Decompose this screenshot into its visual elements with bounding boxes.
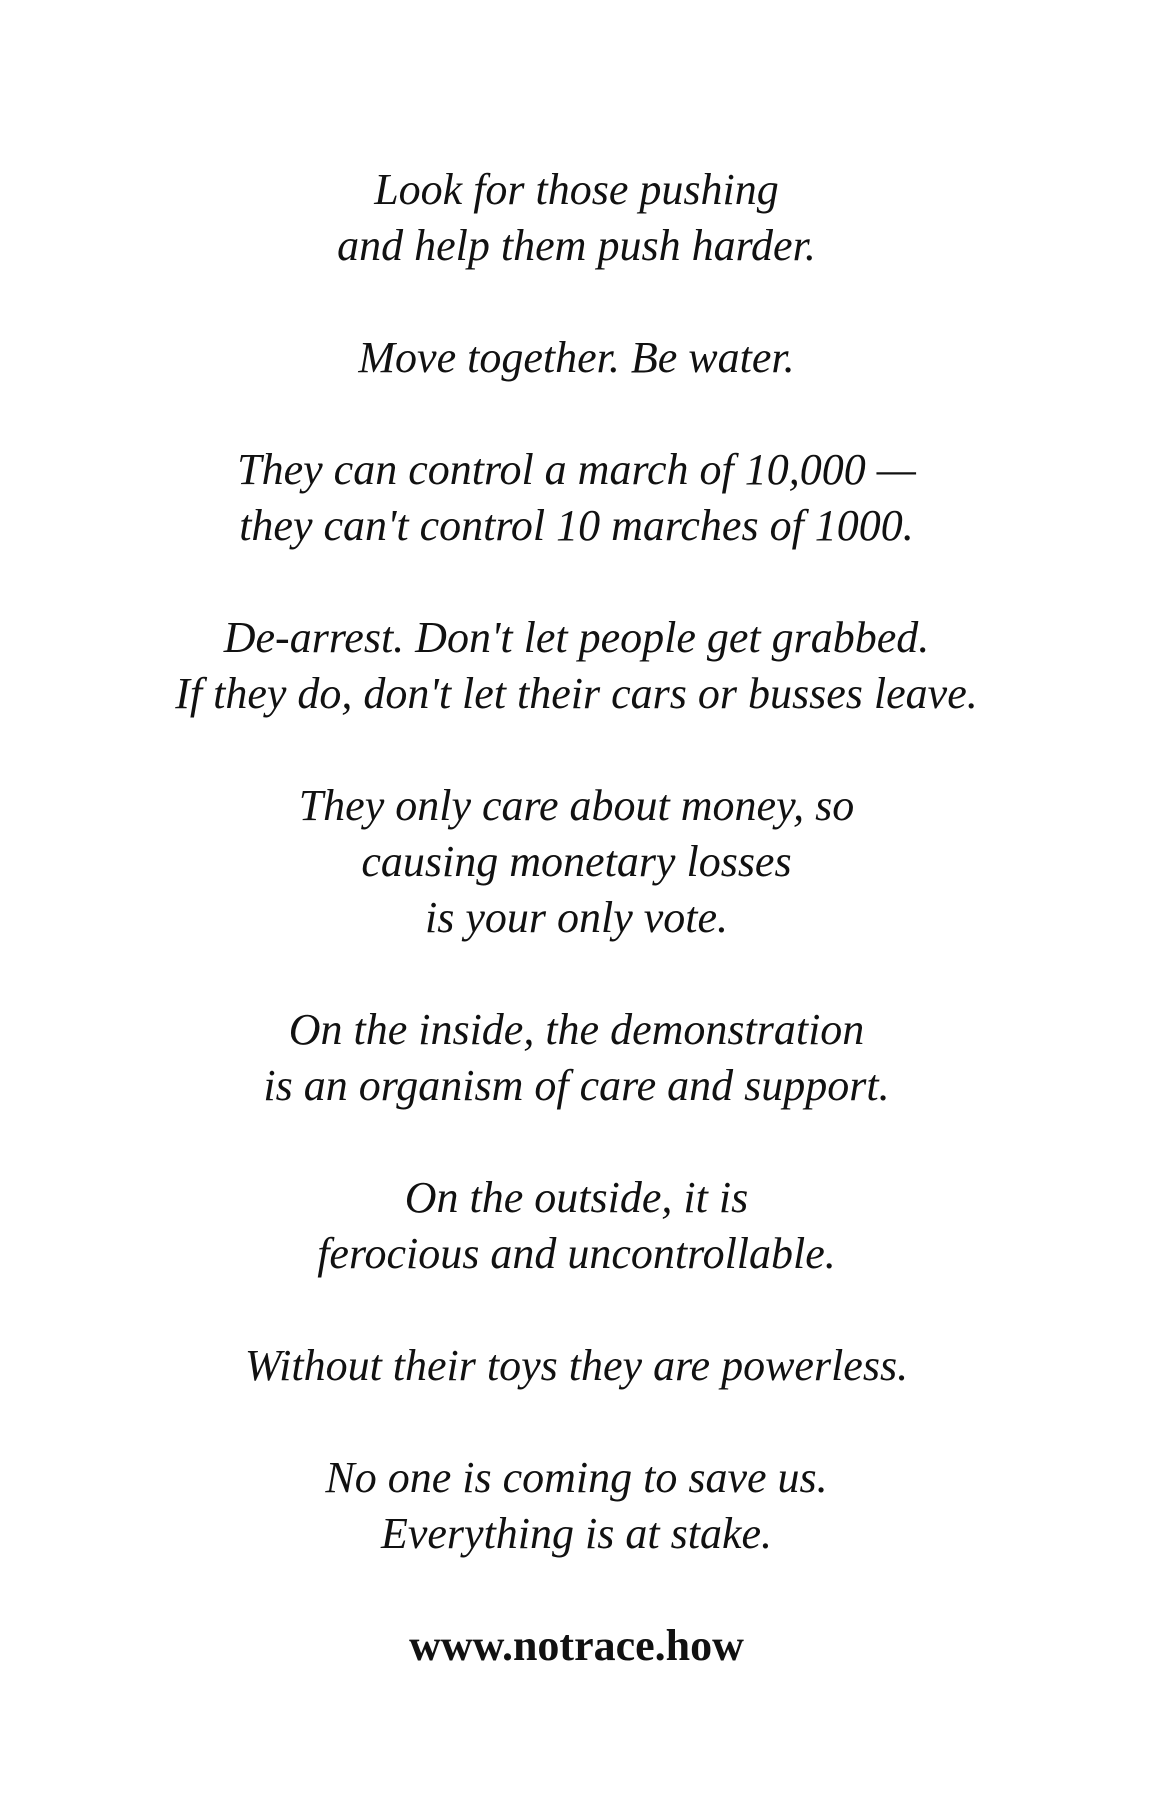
text-line: ferocious and uncontrollable.: [317, 1229, 836, 1278]
stanza-inside: [0, 1002, 1153, 1114]
text-line: causing monetary losses: [361, 837, 792, 886]
stanza-de-arrest: [0, 610, 1153, 722]
text-line: De-arrest. Don't let people get grabbed.: [223, 613, 930, 662]
stanza-outside: [0, 1170, 1153, 1282]
website-url: www.notrace.how: [409, 1621, 744, 1670]
text-line: They can control a march of 10,000 —: [237, 445, 916, 494]
text-line: and help them push harder.: [337, 221, 816, 270]
text-line: they can't control 10 marches of 1000.: [239, 501, 914, 550]
text-line: On the outside, it is: [404, 1173, 749, 1222]
text-line: On the inside, the demonstration: [288, 1005, 865, 1054]
text-line: is your only vote.: [424, 893, 729, 942]
stanza-push-harder: [0, 162, 1153, 274]
text-line: If they do, don't let their cars or busses leave.: [175, 669, 978, 718]
text-line: They only care about money, so: [298, 781, 855, 830]
text-line: Everything is at stake.: [380, 1509, 772, 1558]
text-line: No one is coming to save us.: [325, 1453, 828, 1502]
stanza-marches: [0, 442, 1153, 554]
text-line: Without their toys they are powerless.: [244, 1341, 909, 1390]
stanza-money: [0, 778, 1153, 946]
stanza-no-one-coming: [0, 1450, 1153, 1562]
text-line: Move together. Be water.: [358, 333, 795, 382]
text-line: is an organism of care and support.: [263, 1061, 890, 1110]
text-line: Look for those pushing: [374, 165, 779, 214]
stanza-be-water: [0, 330, 1153, 386]
stanza-toys: [0, 1338, 1153, 1394]
